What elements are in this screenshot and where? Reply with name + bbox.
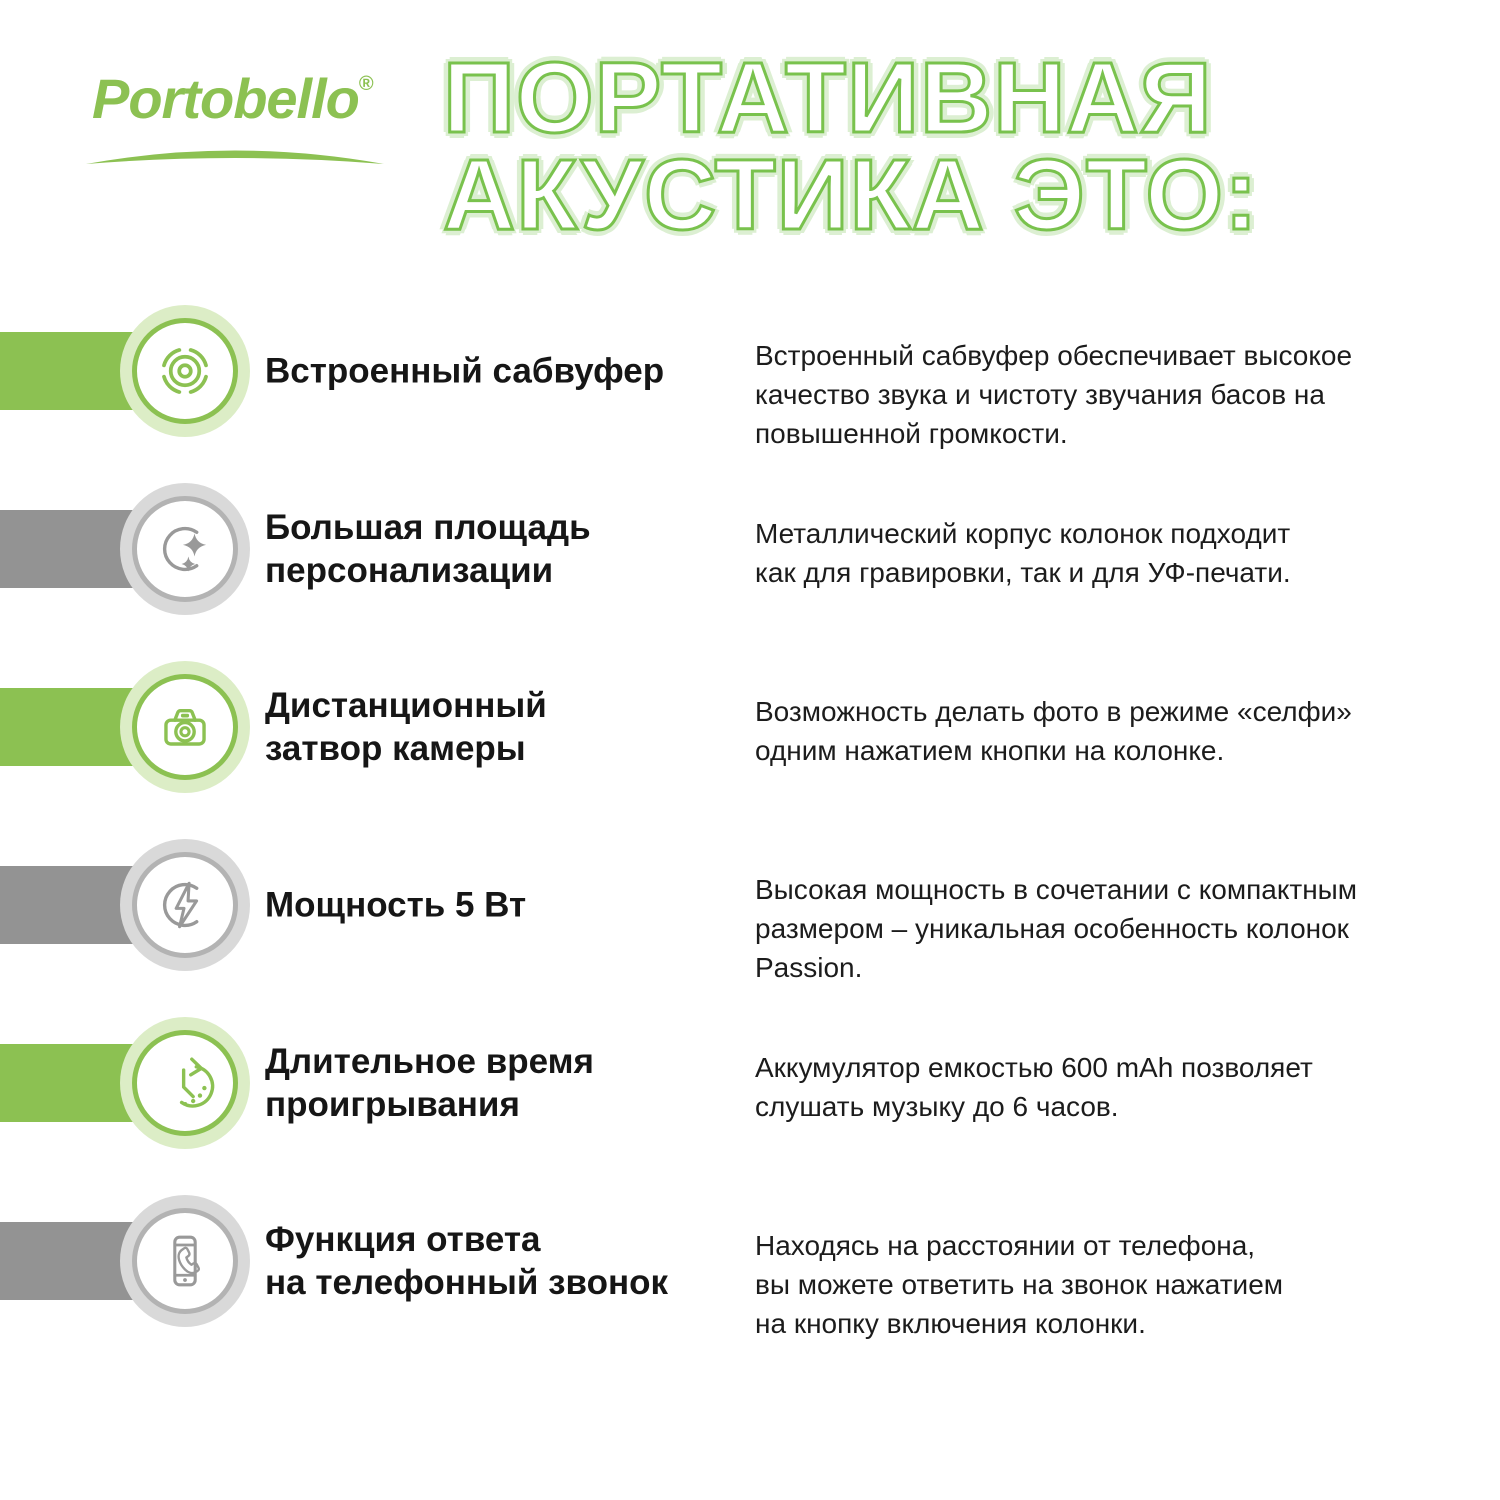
icon-circle	[132, 674, 238, 780]
feature-description	[755, 870, 1357, 987]
feature-row-personalization	[0, 510, 1500, 588]
feature-title	[265, 1218, 668, 1304]
feature-desc-line: Находясь на расстоянии от телефона,	[755, 1230, 1256, 1261]
brand-logo-text: Portobello	[92, 67, 359, 130]
feature-row-answer-call	[0, 1220, 1500, 1339]
feature-title	[265, 350, 664, 393]
feature-desc-line: как для гравировки, так и для УФ-печати.	[755, 557, 1291, 588]
lightning-power-icon	[151, 871, 219, 939]
icon-circle	[132, 1208, 238, 1314]
feature-title	[265, 684, 547, 770]
feature-title-line: Длительное время	[265, 1042, 594, 1081]
feature-description	[755, 514, 1291, 592]
feature-title	[265, 1040, 594, 1126]
feature-row-power	[0, 866, 1500, 983]
icon-circle	[132, 1030, 238, 1136]
feature-row-playtime	[0, 1044, 1500, 1122]
clock-playtime-icon	[151, 1049, 219, 1117]
registered-trademark: ®	[358, 73, 373, 95]
feature-title	[265, 884, 526, 927]
icon-circle	[132, 852, 238, 958]
feature-desc-line: Passion.	[755, 952, 863, 983]
feature-desc-line: повышенной громкости.	[755, 418, 1068, 449]
page-title	[443, 42, 1259, 251]
feature-row-camera-shutter	[0, 688, 1500, 766]
logo-swoosh	[80, 146, 390, 172]
page-title-line1: ПОРТАТИВНАЯ	[443, 42, 1213, 154]
feature-desc-line: размером – уникальная особенность колонок	[755, 913, 1349, 944]
feature-title-line: Мощность 5 Вт	[265, 885, 527, 925]
phone-call-icon	[151, 1227, 219, 1295]
feature-desc-line: Встроенный сабвуфер обеспечивает высокое	[755, 340, 1353, 371]
feature-desc-line: Возможность делать фото в режиме «селфи»	[755, 696, 1352, 727]
feature-desc-line: одним нажатием кнопки на колонке.	[755, 735, 1225, 766]
feature-title-line: Функция ответа	[265, 1220, 541, 1259]
feature-title-line: затвор камеры	[265, 729, 526, 768]
feature-description	[755, 1048, 1313, 1126]
icon-circle	[132, 318, 238, 424]
feature-title-line: на телефонный звонок	[265, 1263, 668, 1302]
feature-description	[755, 1226, 1283, 1343]
feature-description	[755, 336, 1352, 453]
feature-title	[265, 506, 591, 592]
feature-desc-line: вы можете ответить на звонок нажатием	[755, 1269, 1284, 1300]
feature-title-line: проигрывания	[265, 1085, 520, 1124]
feature-row-subwoofer	[0, 332, 1500, 449]
camera-icon	[151, 693, 219, 761]
feature-desc-line: качество звука и чистоту звучания басов на	[755, 379, 1325, 410]
feature-desc-line: на кнопку включения колонки.	[755, 1308, 1146, 1339]
feature-description	[755, 692, 1352, 770]
icon-circle	[132, 496, 238, 602]
feature-title-line: Встроенный сабвуфер	[265, 351, 665, 391]
subwoofer-speaker-icon	[151, 337, 219, 405]
feature-title-line: персонализации	[265, 551, 554, 590]
feature-desc-line: Металлический корпус колонок подходит	[755, 518, 1291, 549]
feature-title-line: Большая площадь	[265, 508, 591, 547]
feature-desc-line: Аккумулятор емкостью 600 mAh позволяет	[755, 1052, 1313, 1083]
feature-desc-line: слушать музыку до 6 часов.	[755, 1091, 1119, 1122]
brand-logo	[92, 66, 373, 131]
page-title-line2: АКУСТИКА ЭТО:	[443, 139, 1259, 251]
feature-title-line: Дистанционный	[265, 686, 547, 725]
feature-desc-line: Высокая мощность в сочетании с компактным	[755, 874, 1358, 905]
sparkles-personalization-icon	[151, 515, 219, 583]
